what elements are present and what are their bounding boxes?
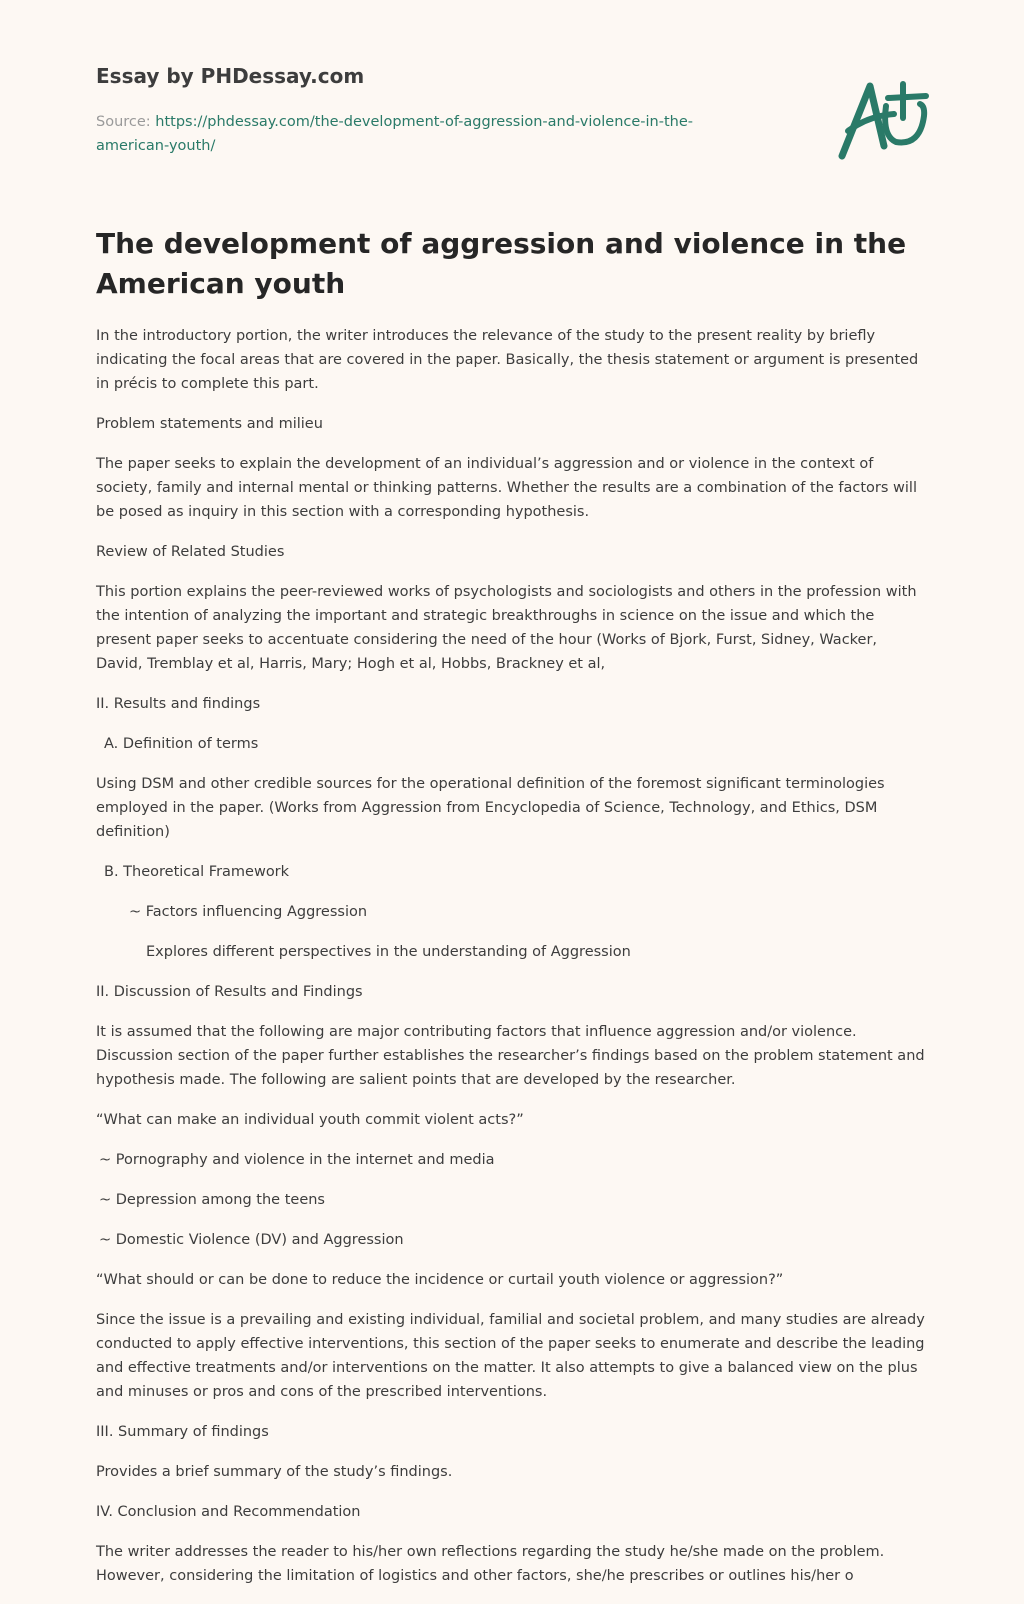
source-line bbox=[96, 110, 736, 158]
body-paragraph: This portion explains the peer-reviewed works of psychologists and sociologists and others in the profession with the intention of analyzing the important and strategic breakthroughs in science on the issue and which the present paper seeks to accentuate considering the need of the hour (Works of Bjork, Furst, Sidney, Wacker, David, Tremblay et al, Harris, Mary; Hogh et al, Hobbs, Brackney et al, bbox=[96, 584, 917, 672]
essay-title: The development of aggression and violence in the American youth bbox=[96, 227, 907, 300]
a-plus-logo-icon bbox=[824, 76, 934, 166]
intro-paragraph: In the introductory portion, the writer introduces the relevance of the study to the present reality by briefly indicating the focal areas that are covered in the paper. Basically, the thesis statement or argument is presented in précis to complete this part. bbox=[96, 328, 919, 392]
essay-body bbox=[96, 324, 926, 1604]
list-item: ~ Pornography and violence in the internet and media bbox=[99, 1152, 495, 1168]
section-heading: Review of Related Studies bbox=[96, 544, 285, 560]
body-paragraph: Since the issue is a prevailing and existing individual, familial and societal problem, and many studies are already conducted to apply effective interventions, this section of the paper seeks to enumerate and describe the leading and effective treatments and/or interventions on the matter. It also attempts to give a balanced view on the plus and minuses or pros and cons of the prescribed interventions. bbox=[96, 1312, 925, 1400]
source-link[interactable]: https://phdessay.com/the-development-of-aggression-and-violence-in-the-american-youth/ bbox=[96, 114, 693, 154]
section-heading: III. Summary of findings bbox=[96, 1424, 269, 1440]
list-item: ~ Domestic Violence (DV) and Aggression bbox=[99, 1232, 404, 1248]
section-heading: Problem statements and milieu bbox=[96, 416, 323, 432]
subsection-heading: A. Definition of terms bbox=[104, 736, 259, 752]
section-heading: II. Discussion of Results and Findings bbox=[96, 984, 363, 1000]
body-paragraph: It is assumed that the following are major contributing factors that influence aggression and/or violence. Discussion section of the paper further establishes the researcher’s findings based on the problem statement and hypothesis made. The following are salient points that are developed by the researcher. bbox=[96, 1024, 925, 1088]
section-heading: IV. Conclusion and Recommendation bbox=[96, 1504, 361, 1520]
body-paragraph: The paper seeks to explain the development of an individual’s aggression and or violence in the context of society, family and internal mental or thinking patterns. Whether the results are a combination of the factors will be posed as inquiry in this section with a corresponding hypothesis. bbox=[96, 456, 917, 520]
list-item-detail: Explores different perspectives in the understanding of Aggression bbox=[146, 944, 631, 960]
question-line: “What can make an individual youth commit violent acts?” bbox=[96, 1112, 524, 1128]
body-paragraph: Provides a brief summary of the study’s findings. bbox=[96, 1464, 453, 1480]
body-paragraph: The writer addresses the reader to his/her own reflections regarding the study he/she made on the problem. However, considering the limitation of logistics and other factors, she/he prescribes or outlines his/her o bbox=[96, 1544, 885, 1584]
site-brand: Essay by PHDessay.com bbox=[96, 64, 365, 88]
source-label: Source: bbox=[96, 114, 151, 130]
list-item: ~ Depression among the teens bbox=[99, 1192, 325, 1208]
body-paragraph: Using DSM and other credible sources for the operational definition of the foremost significant terminologies employed in the paper. (Works from Aggression from Encyclopedia of Science, Technology, and Ethics, DSM definition) bbox=[96, 776, 885, 840]
list-item: ~ Factors influencing Aggression bbox=[129, 904, 368, 920]
section-heading: II. Results and findings bbox=[96, 696, 261, 712]
subsection-heading: B. Theoretical Framework bbox=[104, 864, 290, 880]
question-line: “What should or can be done to reduce the incidence or curtail youth violence or aggression?” bbox=[96, 1272, 784, 1288]
